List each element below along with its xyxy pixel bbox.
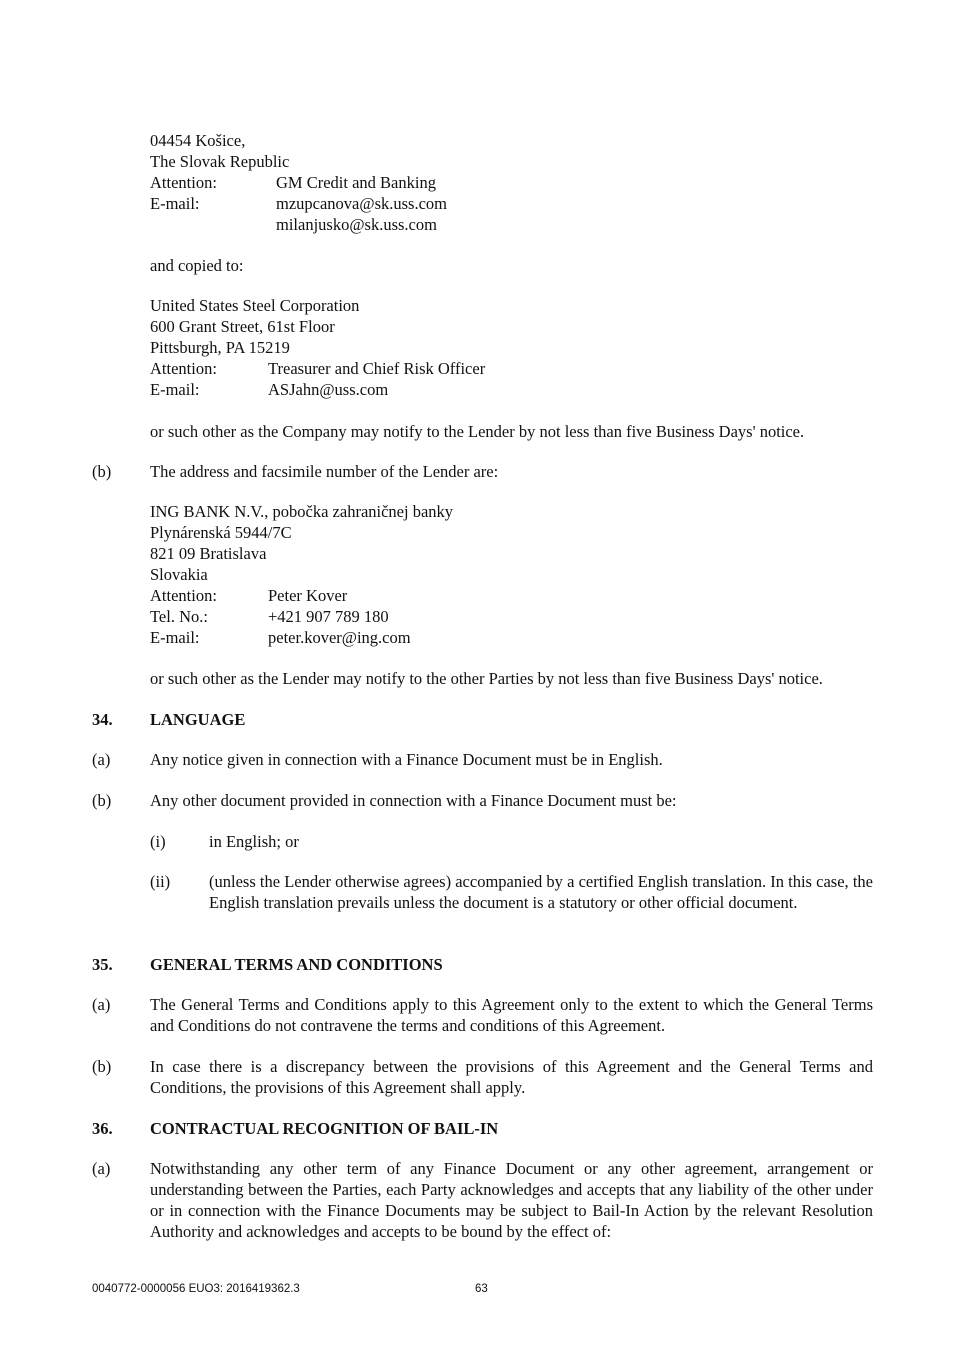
section-number: 34.: [92, 710, 113, 729]
tel-label: Tel. No.:: [150, 607, 208, 626]
item-marker: (b): [92, 1057, 112, 1076]
copied-to: and copied to:: [150, 256, 244, 275]
item-marker: (a): [92, 750, 111, 769]
lender-notice: or such other as the Lender may notify to the other Parties by not less than five Business Days' notice.: [150, 669, 823, 688]
item-text: In case there is a discrepancy between the provisions of this Agreement and the General Terms and Conditions, the provisions of this Agreement shall apply.: [150, 1057, 873, 1097]
item-marker: (a): [92, 995, 111, 1014]
lender-country: Slovakia: [150, 565, 208, 584]
item-marker: (b): [92, 462, 112, 481]
address-country: The Slovak Republic: [150, 152, 290, 171]
email-label: E-mail:: [150, 628, 200, 647]
subitem-marker: (i): [150, 832, 166, 851]
section-title: CONTRACTUAL RECOGNITION OF BAIL-IN: [150, 1119, 499, 1138]
item-text: The address and facsimile number of the Lender are:: [150, 462, 499, 481]
address-city: 04454 Košice,: [150, 131, 246, 150]
attention-label: Attention:: [150, 359, 217, 378]
section-number: 36.: [92, 1119, 113, 1138]
attention-value: GM Credit and Banking: [276, 173, 436, 192]
item-text: Any notice given in connection with a Finance Document must be in English.: [150, 750, 663, 769]
tel-value: +421 907 789 180: [268, 607, 389, 626]
section-title: GENERAL TERMS AND CONDITIONS: [150, 955, 443, 974]
attention-value: Peter Kover: [268, 586, 348, 605]
company-name: United States Steel Corporation: [150, 296, 360, 315]
subitem-marker: (ii): [150, 872, 171, 891]
page-number: 63: [475, 1283, 488, 1295]
email-value: peter.kover@ing.com: [268, 628, 411, 647]
attention-label: Attention:: [150, 586, 217, 605]
email-label: E-mail:: [150, 380, 200, 399]
section-number: 35.: [92, 955, 113, 974]
attention-label: Attention:: [150, 173, 217, 192]
subitem-text: (unless the Lender otherwise agrees) accompanied by a certified English translation. In this case, the English translation prevails unless the document is a statutory or other official document.: [209, 872, 873, 912]
lender-street: Plynárenská 5944/7C: [150, 523, 292, 542]
item-text: Any other document provided in connection with a Finance Document must be:: [150, 791, 677, 810]
item-text: The General Terms and Conditions apply to this Agreement only to the extent to which the General Terms and Conditions do not contravene the terms and conditions of this Agreement.: [150, 995, 873, 1035]
lender-name: ING BANK N.V., pobočka zahraničnej banky: [150, 502, 454, 521]
email-value: mzupcanova@sk.uss.com: [276, 194, 447, 213]
item-marker: (a): [92, 1159, 111, 1178]
company-street: 600 Grant Street, 61st Floor: [150, 317, 335, 336]
subitem-text: in English; or: [209, 832, 299, 851]
section-title: LANGUAGE: [150, 710, 246, 729]
company-city: Pittsburgh, PA 15219: [150, 338, 290, 357]
footer-doc-ref: 0040772-0000056 EUO3: 2016419362.3: [92, 1283, 300, 1295]
lender-city: 821 09 Bratislava: [150, 544, 267, 563]
item-text: Notwithstanding any other term of any Finance Document or any other agreement, arrangement or understanding between the Parties, each Party acknowledges and accepts that any liability of the other under or in connection with the Finance Documents may be subject to Bail-In Action by the relevant Resolution Authority and acknowledges and accepts to be bound by the effect of:: [150, 1159, 873, 1241]
company-notice: or such other as the Company may notify to the Lender by not less than five Business Days' notice.: [150, 422, 805, 441]
email-value: ASJahn@uss.com: [268, 380, 389, 399]
email-value: milanjusko@sk.uss.com: [276, 215, 437, 234]
attention-value: Treasurer and Chief Risk Officer: [268, 359, 486, 378]
email-label: E-mail:: [150, 194, 200, 213]
item-marker: (b): [92, 791, 112, 810]
